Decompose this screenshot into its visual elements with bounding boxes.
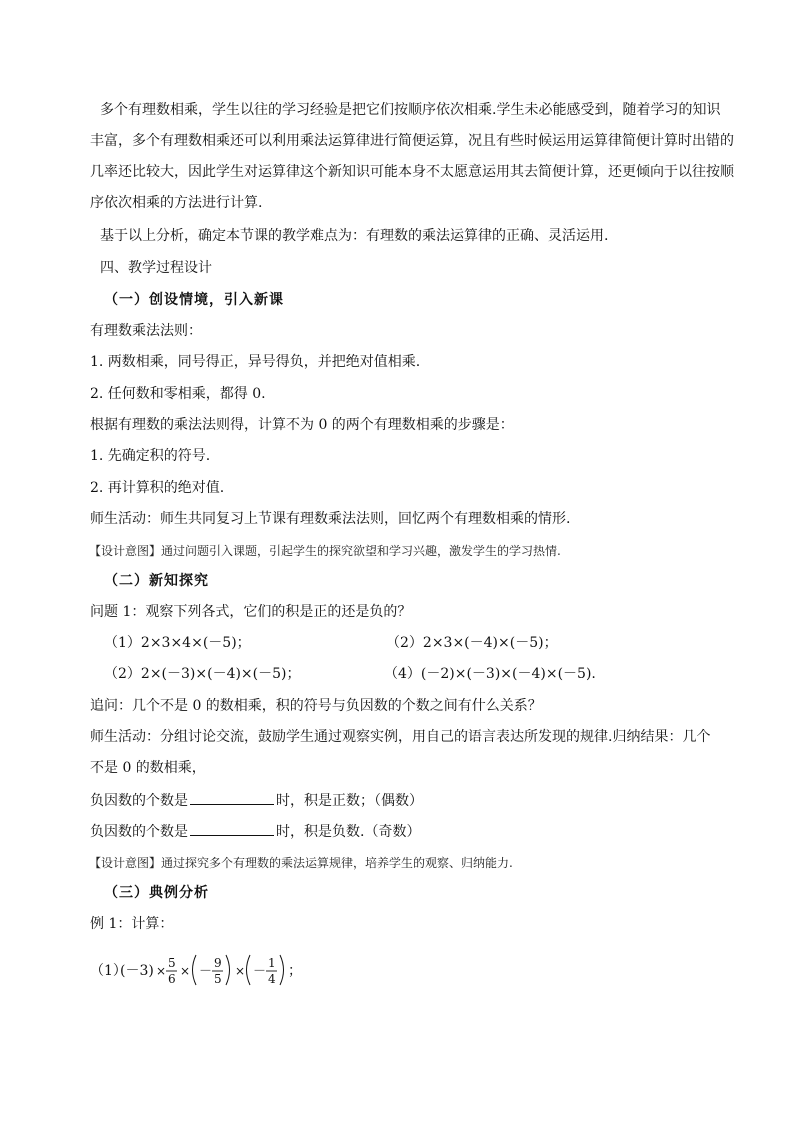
paragraph-line: 丰富，多个有理数相乘还可以利用乘法运算律进行简便运算，况且有些时候运用运算律简便计算时出错的 xyxy=(90,133,734,149)
formula-label: （1） xyxy=(90,963,127,979)
paragraph-line: 序依次相乘的方法进行计算. xyxy=(90,195,263,211)
fraction-numerator: 5 xyxy=(168,956,176,970)
right-paren xyxy=(226,955,230,985)
subsection-heading: （二）新知探究 xyxy=(104,573,209,589)
fraction-numerator: 9 xyxy=(214,956,222,970)
formula-end: ； xyxy=(288,963,302,979)
rule-item: 2. 任何数和零相乘，都得 0. xyxy=(90,386,266,402)
fill-in-blank xyxy=(190,790,274,805)
fill-in-prefix: 负因数的个数是 xyxy=(90,824,188,840)
left-paren xyxy=(193,955,197,985)
followup-question: 追问：几个不是 0 的数相乘，积的符号与负因数的个数之间有什么关系？ xyxy=(90,698,542,714)
times-sign: × xyxy=(156,964,167,978)
question-text: 问题 1：观察下列各式，它们的积是正的还是负的？ xyxy=(90,604,412,620)
steps-intro: 根据有理数的乘法法则得，计算不为 0 的两个有理数相乘的步骤是： xyxy=(90,417,514,433)
example-title: 例 1：计算： xyxy=(90,916,174,932)
question-item: （2）2×3×(－4)×(－5)； xyxy=(386,635,558,651)
fraction-denominator: 6 xyxy=(168,972,176,986)
formula-svg xyxy=(90,950,310,990)
fill-in-suffix: 时，积是正数；（偶数） xyxy=(276,793,423,809)
section-heading: 四、教学过程设计 xyxy=(100,260,212,276)
left-paren xyxy=(247,955,251,985)
minus-sign: － xyxy=(253,964,267,979)
rules-title: 有理数乘法法则： xyxy=(90,323,202,339)
fraction-numerator: 1 xyxy=(268,956,276,970)
step-item: 2. 再计算积的绝对值. xyxy=(90,480,225,496)
question-item: （1）2×3×4×(－5)； xyxy=(104,635,251,651)
question-item: （2）2×(－3)×(－4)×(－5)； xyxy=(104,666,301,682)
times-sign: × xyxy=(235,964,246,978)
fill-in-line xyxy=(90,790,423,811)
design-intent-note: 【设计意图】通过探究多个有理数的乘法运算规律，培养学生的观察、归纳能力. xyxy=(89,856,513,870)
subsection-heading: （一）创设情境，引入新课 xyxy=(104,292,284,308)
fill-in-blank xyxy=(190,821,274,836)
example-formula xyxy=(90,950,310,990)
right-paren xyxy=(280,955,284,985)
teacher-activity: 师生活动：分组讨论交流，鼓励学生通过观察实例，用自己的语言表达所发现的规律.归纳结果：几个 xyxy=(90,729,711,745)
step-item: 1. 先确定积的符号. xyxy=(90,448,211,464)
formula-factor: (－3) xyxy=(120,963,154,979)
fraction-denominator: 4 xyxy=(268,972,276,986)
fill-in-prefix: 负因数的个数是 xyxy=(90,793,188,809)
design-intent-note: 【设计意图】通过问题引入课题，引起学生的探究欲望和学习兴趣，激发学生的学习热情. xyxy=(89,544,561,558)
minus-sign: － xyxy=(199,964,213,979)
paragraph-line: 多个有理数相乘，学生以往的学习经验是把它们按顺序依次相乘.学生未必能感受到，随着学习的知识 xyxy=(100,102,721,118)
question-item: （4）(－2)×(－3)×(－4)×(－5). xyxy=(384,666,596,682)
times-sign: × xyxy=(180,964,191,978)
subsection-heading: （三）典例分析 xyxy=(104,885,209,901)
rule-item: 1. 两数相乘，同号得正，异号得负，并把绝对值相乘. xyxy=(90,354,421,370)
paragraph-line: 几率还比较大，因此学生对运算律这个新知识可能本身不太愿意运用其去简便计算，还更倾向于以往按顺 xyxy=(90,164,734,180)
difficulty-paragraph: 基于以上分析，确定本节课的教学难点为：有理数的乘法运算律的正确、灵活运用. xyxy=(100,228,609,244)
fill-in-line xyxy=(90,821,420,842)
teacher-activity: 师生活动：师生共同复习上节课有理数乘法法则，回忆两个有理数相乘的情形. xyxy=(90,511,571,527)
fraction-denominator: 5 xyxy=(214,972,222,986)
fill-in-suffix: 时，积是负数.（奇数） xyxy=(276,824,421,840)
teacher-activity: 不是 0 的数相乘， xyxy=(90,760,206,776)
